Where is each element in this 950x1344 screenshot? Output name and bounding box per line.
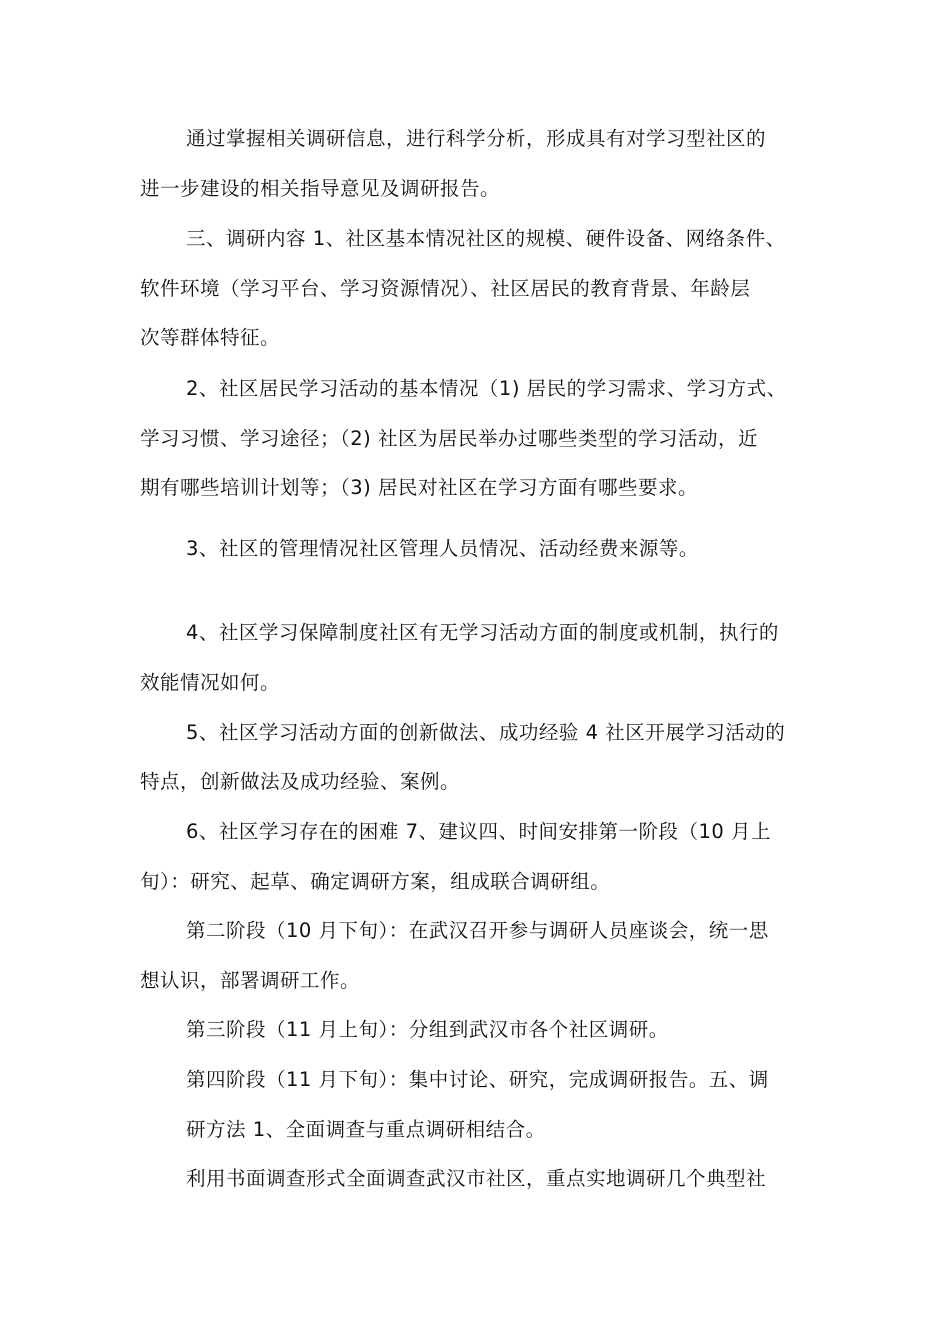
text-line-11: 效能情况如何。 (140, 671, 281, 694)
text-line-9: 3、社区的管理情况社区管理人员情况、活动经费来源等。 (186, 537, 699, 560)
text-line-20: 研方法 1、全面调查与重点调研相结合。 (186, 1118, 546, 1141)
text-line-2: 进一步建设的相关指导意见及调研报告。 (140, 177, 501, 200)
text-line-7: 学习习惯、学习途径；（2) 社区为居民举办过哪些类型的学习活动，近 (140, 427, 758, 450)
text-line-12: 5、社区学习活动方面的创新做法、成功经验 4 社区开展学习活动的 (186, 721, 786, 744)
text-line-16: 第二阶段（10 月下旬）：在武汉召开参与调研人员座谈会，统一思 (186, 919, 769, 942)
text-line-3: 三、调研内容 1、社区基本情况社区的规模、硬件设备、网络条件、 (186, 227, 786, 250)
text-line-6: 2、社区居民学习活动的基本情况（1) 居民的学习需求、学习方式、 (186, 377, 787, 400)
text-line-21: 利用书面调查形式全面调查武汉市社区，重点实地调研几个典型社 (186, 1167, 767, 1190)
text-line-5: 次等群体特征。 (140, 326, 281, 349)
text-line-15: 旬）：研究、起草、确定调研方案，组成联合调研组。 (140, 870, 611, 893)
text-line-19: 第四阶段（11 月下旬）：集中讨论、研究，完成调研报告。五、调 (186, 1068, 769, 1091)
text-line-10: 4、社区学习保障制度社区有无学习活动方面的制度或机制，执行的 (186, 621, 779, 644)
text-line-13: 特点，创新做法及成功经验、案例。 (140, 770, 461, 793)
text-line-1: 通过掌握相关调研信息，进行科学分析，形成具有对学习型社区的 (186, 127, 767, 150)
text-line-17: 想认识，部署调研工作。 (140, 969, 361, 992)
text-line-4: 软件环境（学习平台、学习资源情况）、社区居民的教育背景、年龄层 (140, 277, 751, 300)
text-line-8: 期有哪些培训计划等；（3) 居民对社区在学习方面有哪些要求。 (140, 476, 698, 499)
text-line-18: 第三阶段（11 月上旬）：分组到武汉市各个社区调研。 (186, 1018, 669, 1041)
text-line-14: 6、社区学习存在的困难 7、建议四、时间安排第一阶段（10 月上 (186, 820, 772, 843)
